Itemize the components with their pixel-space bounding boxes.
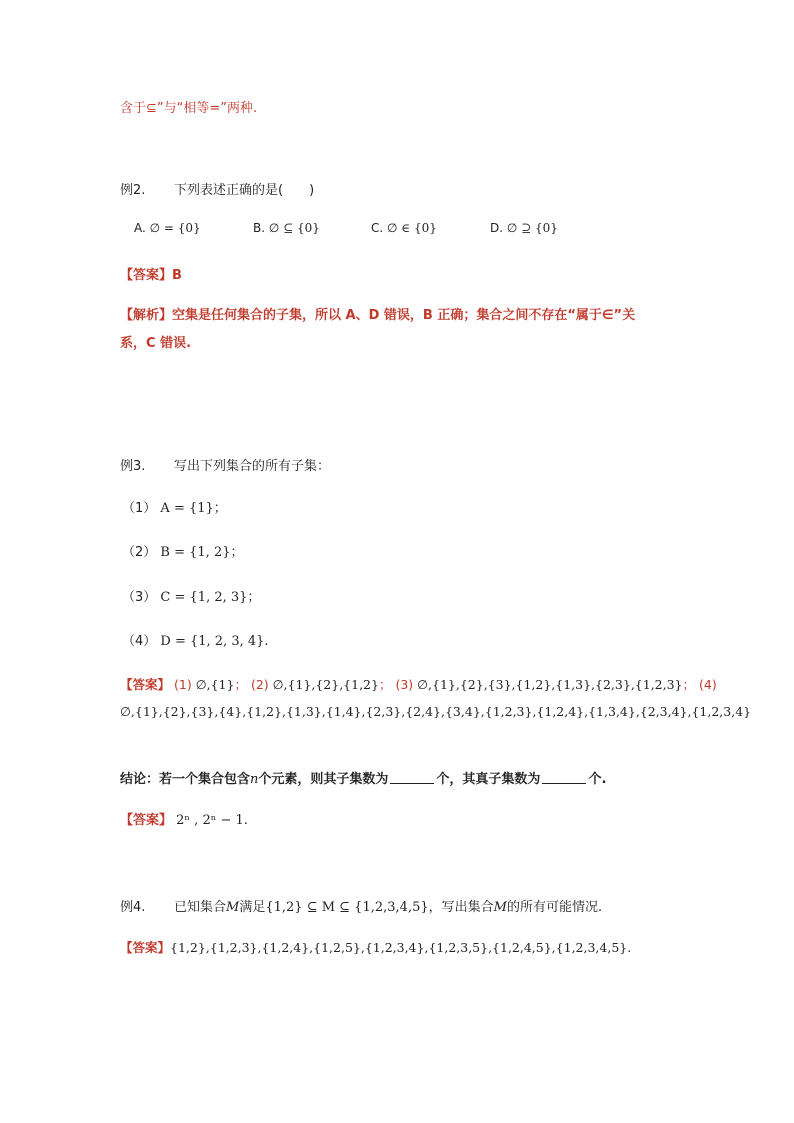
example-3-item-4 [122,630,269,649]
conclusion-text: 个. [588,772,607,787]
fill-blank [542,771,586,784]
example-4-label: 例4. [120,900,146,915]
example-3-label: 例3. [120,459,146,474]
answer-tag: 【答案】 [120,677,171,692]
answer-tag: 【答案】 [120,268,173,283]
variable-n: n [250,772,259,787]
example-2-analysis-line-2: 系，C 错误. [120,336,192,351]
option-expr: ∅ ⊇ {0} [506,221,558,235]
item-number: （2） [122,545,157,560]
option-c [371,221,437,235]
option-expr: ∅ ⊆ {0} [268,221,320,235]
example-4-answer [120,938,631,956]
conclusion-text: 若一个集合包含 [159,772,251,787]
answer-end: . [627,940,632,955]
example-3-text: 写出下列集合的所有子集： [174,459,331,474]
answer-separator: ； [682,677,696,692]
answer-separator: ； [234,677,247,692]
answer-part-label: (3) [395,677,414,692]
conclusion-text: 个，其真子集数为 [436,772,541,787]
intro-text: 含于⊆”与“相等=”两种. [120,101,258,116]
answer-part-expr: ∅,{1},{2},{3},{1,2},{1,3},{2,3},{1,2,3} [417,677,683,692]
answer-value: 2ⁿ , 2ⁿ − 1. [176,813,248,828]
option-a [134,221,201,235]
option-letter: C. [371,221,384,235]
item-expr: A = {1} [160,501,214,516]
example-3-question [120,455,330,474]
example-2-question [120,179,314,198]
item-end: ； [230,545,244,560]
example-3-item-2 [122,541,244,560]
example-2-answer [120,264,182,283]
item-number: （4） [122,634,157,649]
answer-tag: 【答案】 [120,940,171,955]
option-letter: B. [253,221,266,235]
answer-part-label: (4) [699,677,717,692]
example-3-answer-line-1 [120,675,717,693]
set-m: M [226,900,240,915]
item-expr: B = {1, 2} [160,545,231,560]
item-end: . [264,634,269,649]
example-3-item-3 [122,586,260,605]
item-expr: D = {1, 2, 3, 4} [160,634,265,649]
example-3-item-1 [122,497,227,516]
option-letter: D. [490,221,504,235]
option-letter: A. [134,221,146,235]
item-number: （3） [122,590,157,605]
option-expr: ∅ = {0} [149,221,201,235]
item-expr: C = {1, 2, 3} [160,590,248,605]
example-2-analysis-line-1 [120,304,635,323]
example-4-text: ，写出集合 [428,900,494,915]
analysis-tag: 【解析】 [120,308,173,323]
example-4-text: 的所有可能情况. [506,900,603,915]
set-m: M [493,900,507,915]
conclusion-tag: 结论： [120,772,160,787]
item-end: ； [247,590,261,605]
answer-part-expr: ∅,{1},{2},{1,2} [272,677,379,692]
answer-tag: 【答案】 [120,813,173,828]
item-end: ； [213,501,227,516]
option-d [490,221,558,235]
analysis-text: 空集是任何集合的子集，所以 A、D 错误，B 正确；集合之间不存在“属于∈”关 [172,308,636,323]
answer-part-expr: ∅,{1} [195,677,235,692]
option-expr: ∅ ∈ {0} [387,221,437,235]
conclusion-line [120,768,606,787]
conclusion-text: 个元素，则其子集数为 [258,772,389,787]
answer-separator: ； [378,677,392,692]
example-4-question [120,896,602,915]
answer-value: B [172,268,182,283]
example-4-text: 已知集合 [174,900,227,915]
item-number: （1） [122,501,157,516]
condition-expr: {1,2} ⊆ M ⊆ {1,2,3,4,5} [265,900,429,915]
option-b [253,221,320,235]
conclusion-answer [120,809,248,828]
example-2-label: 例2. [120,183,146,198]
fill-blank [390,771,434,784]
answer-value: {1,2},{1,2,3},{1,2,4},{1,2,5},{1,2,3,4},{1,2,3,5},{1,2,4,5},{1,2,3,4,5} [170,940,628,955]
answer-part-label: (1) [174,677,192,692]
example-2-text: 下列表述正确的是( ) [174,183,315,198]
example-3-answer-line-2: ∅,{1},{2},{3},{4},{1,2},{1,3},{1,4},{2,3},{2,4},{3,4},{1,2,3},{1,2,4},{1,3,4},{2,3,4},{1,2,3,4} [120,704,752,719]
answer-part-label: (2) [250,677,269,692]
example-4-text: 满足 [239,900,266,915]
